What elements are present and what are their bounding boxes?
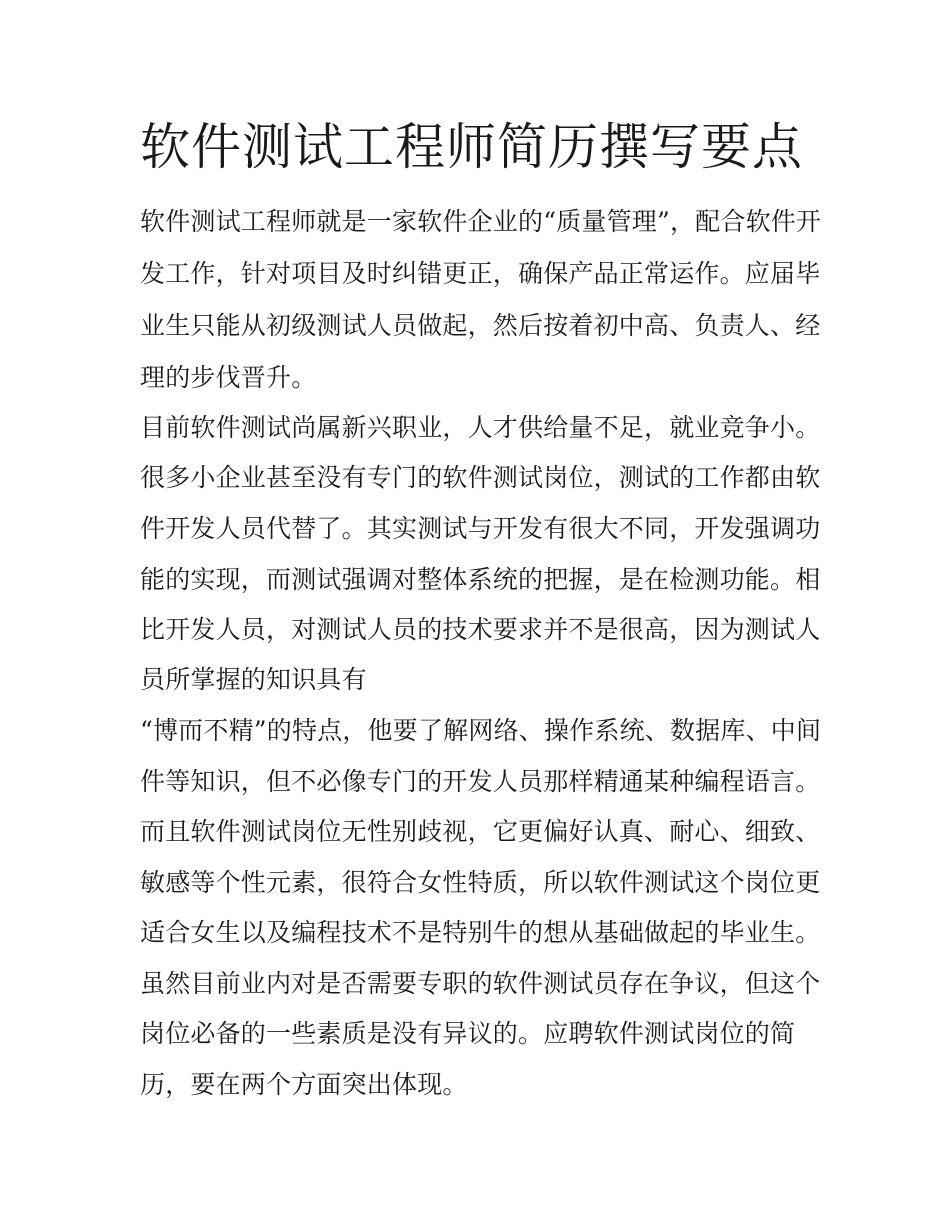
- body-line: 适合女生以及编程技术不是特别牛的想从基础做起的毕业生。: [140, 918, 821, 947]
- body-line: 虽然目前业内对是否需要专职的软件测试员存在争议，但这个: [140, 969, 821, 998]
- body-line: 比开发人员，对测试人员的技术要求并不是很高，因为测试人: [140, 615, 821, 644]
- body-line: 敏感等个性元素，很符合女性特质，所以软件测试这个岗位更: [140, 868, 821, 897]
- body-line: 业生只能从初级测试人员做起，然后按着初中高、负责人、经: [140, 311, 821, 340]
- body-line: 发工作，针对项目及时纠错更正，确保产品正常运作。应届毕: [140, 259, 821, 288]
- body-line: “博而不精”的特点，他要了解网络、操作系统、数据库、中间: [140, 716, 822, 745]
- body-line: 软件测试工程师就是一家软件企业的“质量管理”，配合软件开: [140, 207, 822, 236]
- body-line: 能的实现，而测试强调对整体系统的把握，是在检测功能。相: [140, 565, 821, 594]
- body-line: 理的步伐晋升。: [140, 363, 317, 392]
- body-line: 目前软件测试尚属新兴职业，人才供给量不足，就业竞争小。: [140, 413, 821, 442]
- body-line: 历，要在两个方面突出体现。: [140, 1070, 468, 1099]
- body-line: 而且软件测试岗位无性别歧视，它更偏好认真、耐心、细致、: [140, 817, 821, 846]
- body-line: 员所掌握的知识具有: [140, 665, 367, 694]
- body-line: 件等知识，但不必像专门的开发人员那样精通某种编程语言。: [140, 767, 821, 796]
- document-title: 软件测试工程师简历撰写要点: [140, 118, 803, 176]
- body-line: 岗位必备的一些素质是没有异议的。应聘软件测试岗位的简: [140, 1019, 796, 1048]
- body-line: 件开发人员代替了。其实测试与开发有很大不同，开发强调功: [140, 514, 821, 543]
- body-line: 很多小企业甚至没有专门的软件测试岗位，测试的工作都由软: [140, 463, 821, 492]
